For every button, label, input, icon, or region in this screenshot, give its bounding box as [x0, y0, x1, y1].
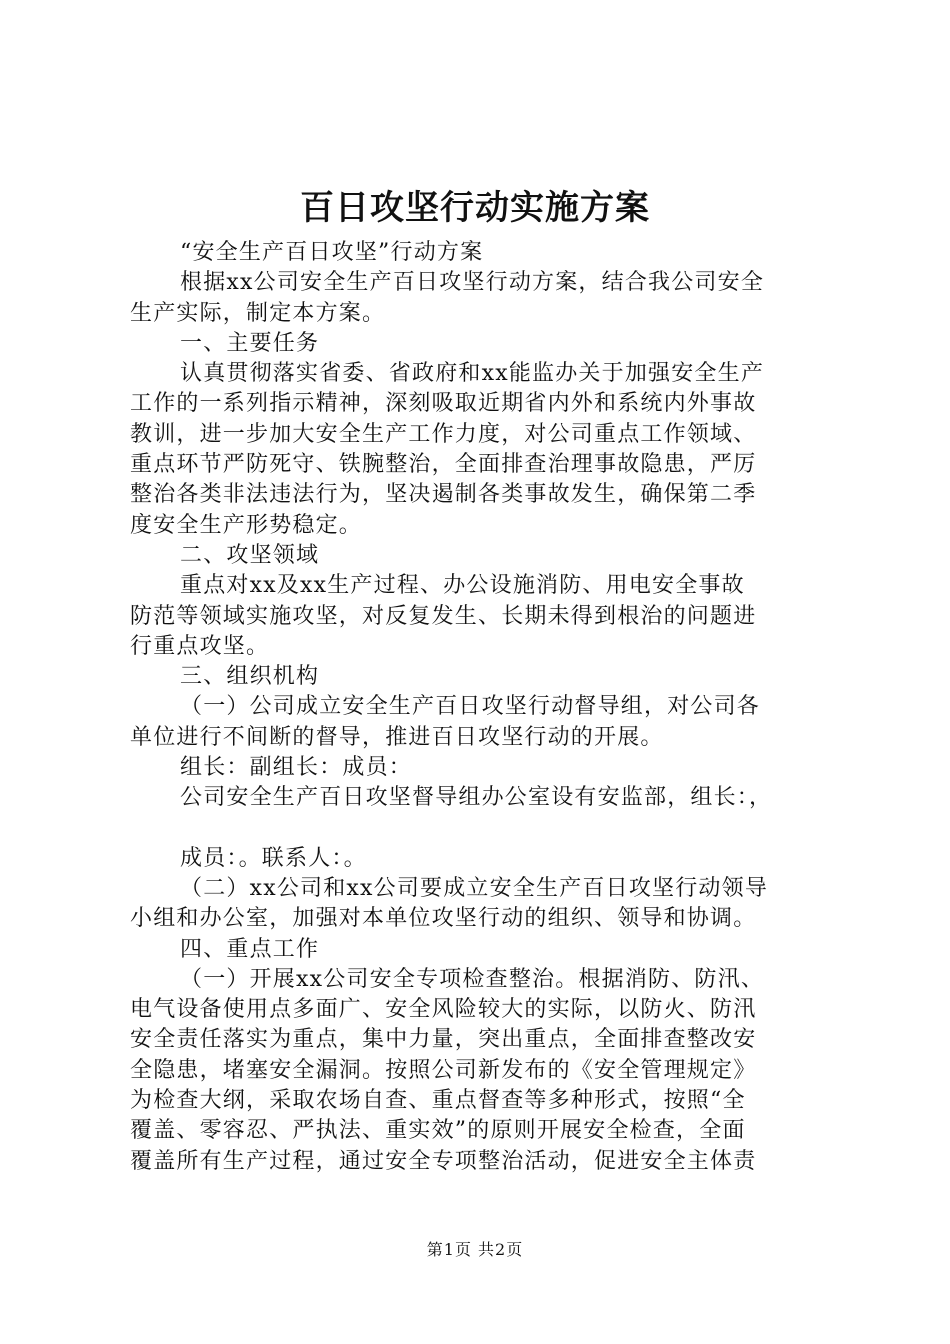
paragraph-line: 教训，进一步加大安全生产工作力度，对公司重点工作领域、 [130, 421, 757, 447]
paragraph-line: 小组和办公室，加强对本单位攻坚行动的组织、领导和协调。 [130, 906, 757, 932]
paragraph-line: 单位进行不间断的督导，推进百日攻坚行动的开展。 [130, 724, 664, 750]
paragraph-line: 工作的一系列指示精神，深刻吸取近期省内外和系统内外事故 [130, 391, 757, 417]
document-body [130, 238, 830, 1177]
paragraph-line: 安全责任落实为重点，集中力量，突出重点，全面排查整改安 [130, 1027, 757, 1053]
paragraph-line: 根据xx公司安全生产百日攻坚行动方案，结合我公司安全 [180, 270, 765, 296]
paragraph-line: （一）公司成立安全生产百日攻坚行动督导组，对公司各 [180, 694, 761, 720]
paragraph-line: 行重点攻坚。 [130, 633, 270, 659]
paragraph-line: 成员：。联系人：。 [180, 845, 367, 871]
paragraph-line: （一）开展xx公司安全专项检查整治。根据消防、防汛、 [180, 966, 765, 992]
section-heading-organization: 三、组织机构 [180, 664, 320, 690]
section-heading-main-tasks: 一、主要任务 [180, 330, 320, 356]
paragraph-line: （二）xx公司和xx公司要成立安全生产百日攻坚行动领导 [180, 875, 769, 901]
paragraph-line: 覆盖所有生产过程，通过安全专项整治活动，促进安全主体责 [130, 1148, 757, 1174]
paragraph-line: 防范等领域实施攻坚，对反复发生、长期未得到根治的问题进 [130, 603, 757, 629]
paragraph-line: 度安全生产形势稳定。 [130, 512, 363, 538]
paragraph-line: 整治各类非法违法行为，坚决遏制各类事故发生，确保第二季 [130, 482, 757, 508]
paragraph-line: 公司安全生产百日攻坚督导组办公室设有安监部，组长：， [180, 785, 773, 811]
blank-line [130, 814, 830, 844]
paragraph-line: 全隐患，堵塞安全漏洞。按照公司新发布的《安全管理规定》 [130, 1057, 757, 1083]
paragraph-line: 电气设备使用点多面广、安全风险较大的实际，以防火、防汛 [130, 997, 757, 1023]
document-subtitle: “安全生产百日攻坚”行动方案 [180, 240, 484, 265]
paragraph-line: 覆盖、零容忍、严执法、重实效”的原则开展安全检查，全面 [130, 1118, 746, 1144]
paragraph-line: 生产实际，制定本方案。 [130, 300, 386, 326]
page-number-footer: 第1页 共2页 [426, 1240, 524, 1259]
section-heading-focus-areas: 二、攻坚领域 [180, 542, 320, 568]
paragraph-line: 认真贯彻落实省委、省政府和xx能监办关于加强安全生产 [180, 361, 765, 387]
section-heading-key-work: 四、重点工作 [180, 936, 320, 962]
paragraph-line: 为检查大纲，采取农场自查、重点督查等多种形式，按照“全 [130, 1088, 746, 1114]
document-title: 百日攻坚行动实施方案 [300, 188, 650, 228]
paragraph-line: 组长：副组长：成员： [180, 755, 413, 781]
paragraph-line: 重点对xx及xx生产过程、办公设施消防、用电安全事故 [180, 573, 745, 599]
paragraph-line: 重点环节严防死守、铁腕整治，全面排查治理事故隐患，严厉 [130, 452, 757, 478]
